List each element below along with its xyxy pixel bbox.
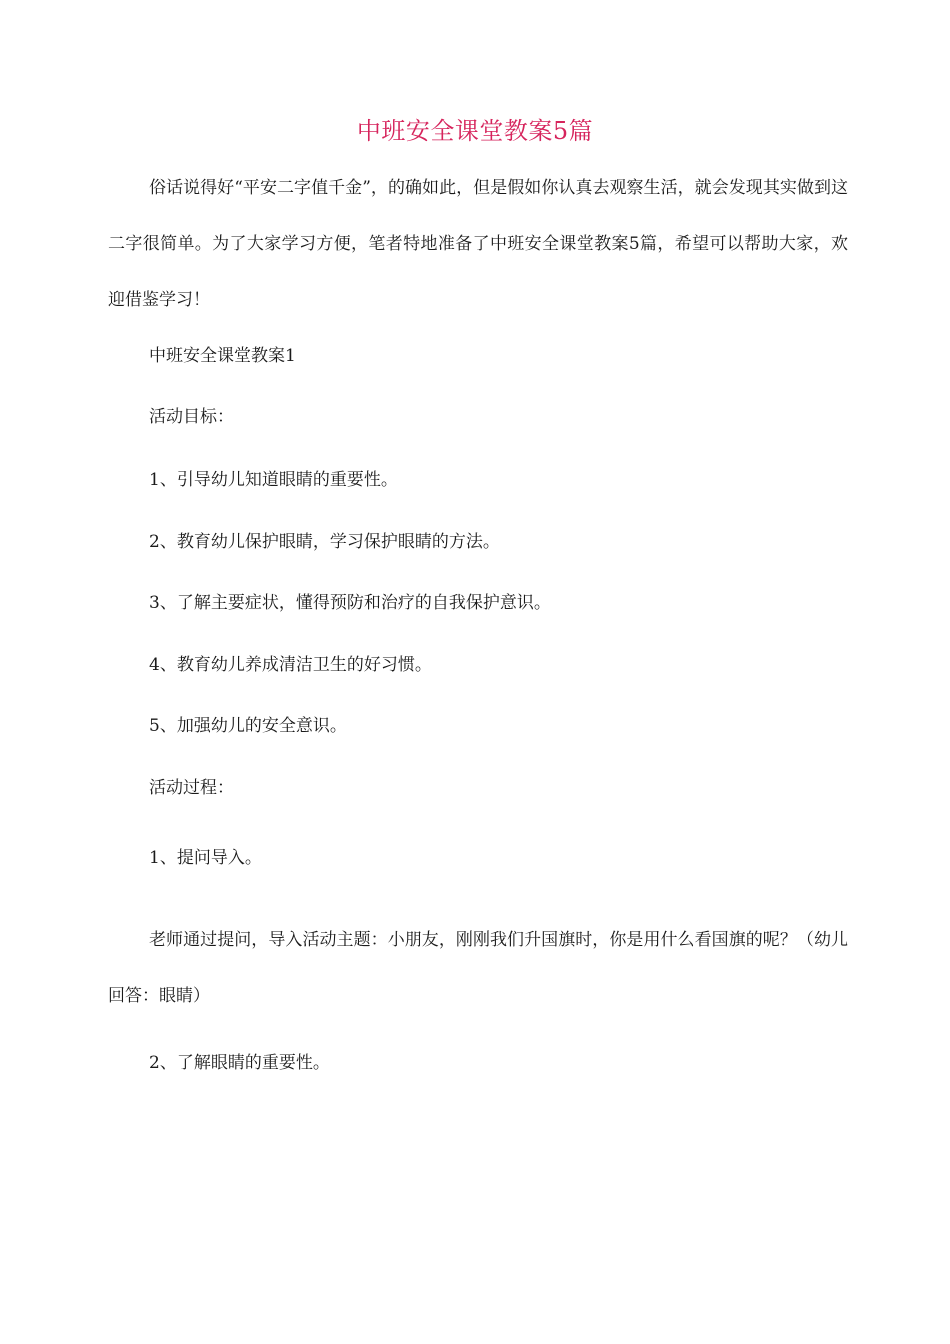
goal-item: 2、教育幼儿保护眼睛，学习保护眼睛的方法。 (149, 532, 500, 552)
step-heading: 2、了解眼睛的重要性。 (149, 1053, 330, 1073)
goal-item: 3、了解主要症状，懂得预防和治疗的自我保护意识。 (149, 593, 551, 613)
step-body-paragraph: 老师通过提问，导入活动主题：小朋友，刚刚我们升国旗时，你是用什么看国旗的呢？（幼儿回答：眼睛） (108, 930, 848, 1006)
goal-item: 4、教育幼儿养成清洁卫生的好习惯。 (149, 655, 432, 675)
document-title: 中班安全课堂教案5篇 (356, 117, 594, 145)
step-heading: 1、提问导入。 (149, 848, 262, 868)
intro-paragraph: 俗话说得好“平安二字值千金”，的确如此，但是假如你认真去观察生活，就会发现其实做到这二字很简单。为了大家学习方便，笔者特地准备了中班安全课堂教案5篇，希望可以帮助大家，欢迎借鉴学习！ (108, 178, 848, 310)
goals-heading: 活动目标： (149, 407, 234, 427)
process-heading: 活动过程： (149, 778, 234, 798)
goal-item: 1、引导幼儿知道眼睛的重要性。 (149, 470, 398, 490)
section-heading: 中班安全课堂教案1 (149, 346, 296, 366)
goal-item: 5、加强幼儿的安全意识。 (149, 716, 347, 736)
